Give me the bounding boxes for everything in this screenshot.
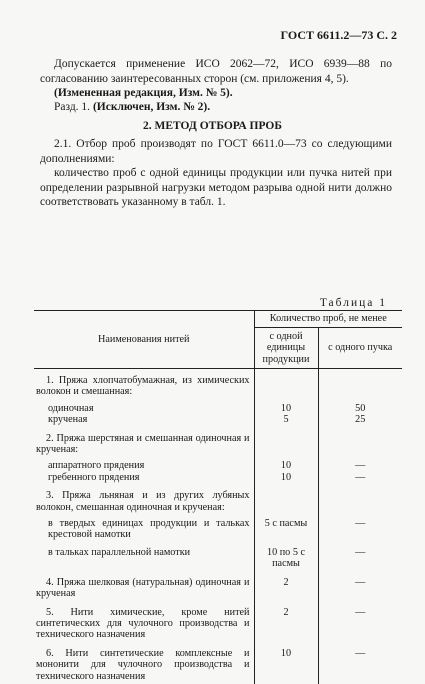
thread-name-cell: 2. Пряжа шерстяная и смешанная одиночная и крученая:	[36, 432, 250, 456]
razd-note	[40, 100, 392, 115]
unit-count-cell: 10	[254, 641, 318, 684]
table-row	[34, 483, 402, 513]
bundle-count-cell: —	[318, 600, 402, 641]
table-row	[34, 426, 402, 456]
bundle-count-cell: —	[318, 570, 402, 600]
thread-name-cell: 4. Пряжа шелковая (натуральная) одиночная и крученая	[36, 576, 250, 600]
thread-name-cell: аппаратного прядения	[48, 460, 145, 472]
section-title: 2. МЕТОД ОТБОРА ПРОБ	[143, 120, 282, 132]
table-row	[34, 570, 402, 600]
bundle-count-cell: —	[318, 455, 402, 471]
edit-note: (Измененная редакция, Изм. № 5).	[54, 87, 233, 99]
bundle-count-cell: 50	[318, 398, 402, 414]
table-row	[34, 455, 402, 471]
header-unit: с одной единицы продукции	[254, 328, 318, 369]
bundle-count-cell	[318, 369, 402, 398]
unit-count-cell: 5 с пасмы	[254, 513, 318, 541]
bundle-count-cell: —	[318, 641, 402, 684]
header-name: Наименования нитей	[34, 311, 254, 369]
table-row	[34, 541, 402, 570]
header-bundle: с одного пучка	[318, 328, 402, 369]
bundle-count-cell: —	[318, 513, 402, 541]
paragraph-iso: Допускается применение ИСО 2062—72, ИСО 6939—88 по согласованию заинтересованных сторон (см. приложения 4, 5).	[40, 58, 392, 85]
thread-name-cell: одиночная	[48, 402, 94, 414]
bundle-count-cell: —	[318, 472, 402, 483]
paragraph-2-1: 2.1. Отбор проб производят по ГОСТ 6611.0—73 со следующими дополнениями:	[40, 138, 392, 165]
thread-name-cell: 1. Пряжа хлопчатобумажная, из химических волокон и смешанная:	[36, 375, 250, 398]
bundle-count-cell: —	[318, 541, 402, 570]
unit-count-cell	[254, 369, 318, 398]
table-row	[34, 600, 402, 641]
razd-excluded: (Исключен, Изм. № 2).	[92, 101, 211, 113]
thread-name-cell: 5. Нити химические, кроме нитей синтетических для чулочного производства и технического назначения	[36, 606, 250, 641]
thread-name-cell: в твердых единицах продукции и тальках крестовой намотки	[48, 518, 250, 541]
table-row	[34, 472, 402, 483]
thread-name-cell: гребенного прядения	[48, 471, 140, 483]
page-header: ГОСТ 6611.2—73 С. 2	[280, 28, 397, 42]
bundle-count-cell: 25	[318, 414, 402, 425]
unit-count-cell: 2	[254, 570, 318, 600]
table-caption: Таблица 1	[319, 297, 387, 309]
unit-count-cell	[254, 483, 318, 513]
thread-name-cell: в тальках параллельной намотки	[48, 546, 191, 558]
table-row	[34, 369, 402, 398]
unit-count-cell: 5	[254, 414, 318, 425]
thread-name-cell: 6. Нити синтетические комплексные и мононити для чулочного производства и технического назначения	[36, 647, 250, 682]
table-row	[34, 641, 402, 684]
unit-count-cell	[254, 426, 318, 456]
razd-prefix: Разд. 1.	[54, 101, 93, 113]
samples-table	[34, 310, 402, 684]
bundle-count-cell	[318, 426, 402, 456]
unit-count-cell: 2	[254, 600, 318, 641]
header-count: Количество проб, не менее	[254, 311, 402, 328]
bundle-count-cell	[318, 483, 402, 513]
thread-name-cell: крученая	[48, 414, 88, 426]
unit-count-cell: 10 по 5 с пасмы	[254, 541, 318, 570]
thread-name-cell: 3. Пряжа льняная и из других лубяных волокон, смешанная одиночная и крученая:	[36, 490, 250, 513]
table-row	[34, 414, 402, 425]
unit-count-cell: 10	[254, 398, 318, 414]
unit-count-cell: 10	[254, 472, 318, 483]
table-body	[34, 369, 402, 684]
unit-count-cell: 10	[254, 455, 318, 471]
table-row	[34, 398, 402, 414]
paragraph-quantity: количество проб с одной единицы продукции или пучка нитей при определении разрывной нагрузки методом разрыва одной нити должно соответствовать указанному в табл. 1.	[40, 167, 392, 209]
table-row	[34, 513, 402, 541]
